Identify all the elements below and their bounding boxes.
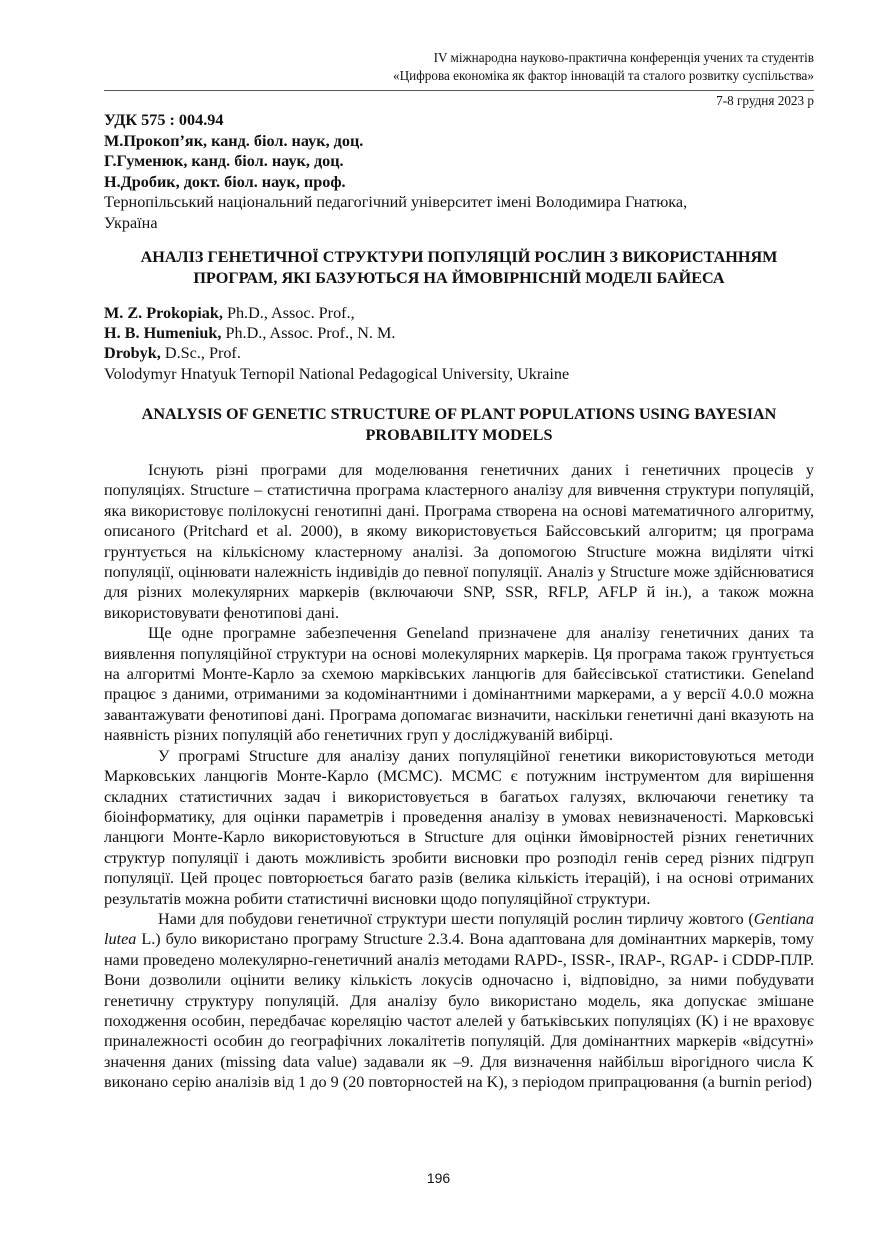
- article-meta: [104, 110, 814, 234]
- paragraph-1: Існують різні програми для моделювання генетичних даних і генетичних процесів у популяціях. Structure – статистична програма кластерного аналізу для вивчення структури популяцій, яка використовує полілокусні генотипні дані. Програма створена на основі математичного алгоритму, описаного (Pritchard et al. 2000), в якому використовується Байссовський алгоритм; ця програма грунтується на кількісному кластерному аналізі. За допомогою Structure можна виділяти чіткі популяції, оцінювати належність індивідів до певної популяції. Аналіз у Structure може здійснюватися для різних молекулярних маркерів (включаючи SNP, SSR, RFLP, AFLP й ін.), а також можна використовувати фенотипові дані.: [104, 461, 814, 622]
- conference-header: [393, 49, 814, 85]
- udk-code: УДК 575 : 004.94: [104, 111, 224, 129]
- author-ua-2: Г.Гуменюк, канд. біол. наук, доц.: [104, 152, 344, 171]
- title-en-line-2: PROBABILITY MODELS: [365, 425, 553, 444]
- paragraph-4: [104, 909, 814, 1093]
- author-en-2-degree: Ph.D., Assoc. Prof., N. M.: [221, 324, 396, 343]
- paragraph-4-part-b: L.) було використано програму Structure 2.3.4. Вона адаптована для домінантних маркерів, тому нами проведено молекулярно-генетичний аналіз методами RAPD-, ISSR-, IRAP-, RGAP- і CDDP-ПЛР. Вони дозволили оцінити велику кількість локусів одночасно і, відповідно, за ними побудувати генетичну структуру популяцій. Для аналізу було використано модель, яка допускає змішане походження особин, передбачає кореляцію частот алелей у батьківських популяціях (K) і не враховує приналежності особин до географічних локалітетів популяцій. Для домінантних маркерів «відсутні» значення даних (missing data value) задавали як –9. Для визначення найбільш вірогідного числа K виконано серію аналізів від 1 до 9 (20 повторностей на K), з періодом припрацювання (a burnin period): [104, 930, 814, 1092]
- author-en-1: [104, 303, 814, 323]
- author-en-3-name: Drobyk,: [104, 344, 161, 363]
- paragraph-3: У програмі Structure для аналізу даних популяційної генетики використовуються методи Марковських ланцюгів Монте-Карло (MCMC). MCMC є потужним інструментом для вирішення складних статистичних задач і використовується в багатьох галузях, включаючи генетику та біоінформатику, для оцінки параметрів і проведення аналізу в умовах невизначеності. Марковські ланцюги Монте-Карло використовуються в Structure для оцінки ймовірностей різних генетичних структур популяції і дають можливість зробити висновки про розподіл генів серед різних підгруп популяції. Цей процес повторюється багато разів (велика кількість ітерацій), і на основі отриманих результатів можна робити статистичні висновки щодо популяційної структури.: [104, 746, 814, 908]
- article-body: [104, 460, 814, 1093]
- title-ua-line-2: ПРОГРАМ, ЯКІ БАЗУЮТЬСЯ НА ЙМОВІРНІСНІЙ МОДЕЛІ БАЙЕСА: [193, 268, 725, 287]
- author-en-3: [104, 343, 814, 363]
- paragraph-2: Ще одне програмне забезпечення Geneland призначене для аналізу генетичних даних та виявлення популяційної структури на основі молекулярних маркерів. Ця програма також грунтується на алгоритмі Монте-Карло за схемою марківських ланцюгів для байєсівської статистики. Geneland працює з даними, отриманими за кодомінантними і домінантними маркерами, а у версії 4.0.0 можна завантажувати фенотипові дані. Програма допомагає визначити, наскільки генетичні дані вказують на наявність різних популяцій або генетичних груп у досліджуваній вибірці.: [104, 624, 814, 745]
- author-en-1-degree: Ph.D., Assoc. Prof.,: [222, 304, 355, 322]
- title-ua-line-1: АНАЛІЗ ГЕНЕТИЧНОЇ СТРУКТУРИ ПОПУЛЯЦІЙ РОСЛИН З ВИКОРИСТАННЯМ: [140, 248, 778, 266]
- conference-date: 7-8 грудня 2023 р: [716, 93, 814, 108]
- article-title-ua: [104, 247, 814, 289]
- affiliation-en: Volodymyr Hnatyuk Ternopil National Pedagogical University, Ukraine: [104, 364, 570, 383]
- author-ua-1: М.Прокоп’як, канд. біол. наук, доц.: [104, 131, 364, 150]
- author-en-1-name: M. Z. Prokopiak,: [104, 304, 223, 322]
- title-en-line-1: ANALYSIS OF GENETIC STRUCTURE OF PLANT POPULATIONS USING BAYESIAN: [141, 405, 777, 423]
- header-divider: [104, 90, 814, 91]
- page-number: 196: [426, 1170, 451, 1186]
- author-en-3-degree: D.Sc., Prof.: [160, 344, 241, 363]
- author-en-2-name: H. B. Humeniuk,: [104, 324, 222, 343]
- affiliation-ua-line-2: Україна: [104, 213, 158, 232]
- paragraph-4-part-a: Нами для побудови генетичної структури шести популяцій рослин тирличу жовтого (: [158, 909, 754, 928]
- author-en-2: [104, 323, 814, 343]
- affiliation-ua-line-1: Тернопільський національний педагогічний університет імені Володимира Гнатюка,: [104, 193, 688, 212]
- article-title-en: [104, 404, 814, 446]
- conference-title-line-2: «Цифрова економіка як фактор інновацій та сталого розвитку суспільства»: [393, 68, 814, 83]
- authors-en: [104, 303, 814, 384]
- author-ua-3: Н.Дробик, докт. біол. наук, проф.: [104, 172, 346, 191]
- species-name: Gentiana lutea: [104, 909, 814, 949]
- conference-title-line-1: IV міжнародна науково-практична конференція учених та студентів: [433, 50, 814, 65]
